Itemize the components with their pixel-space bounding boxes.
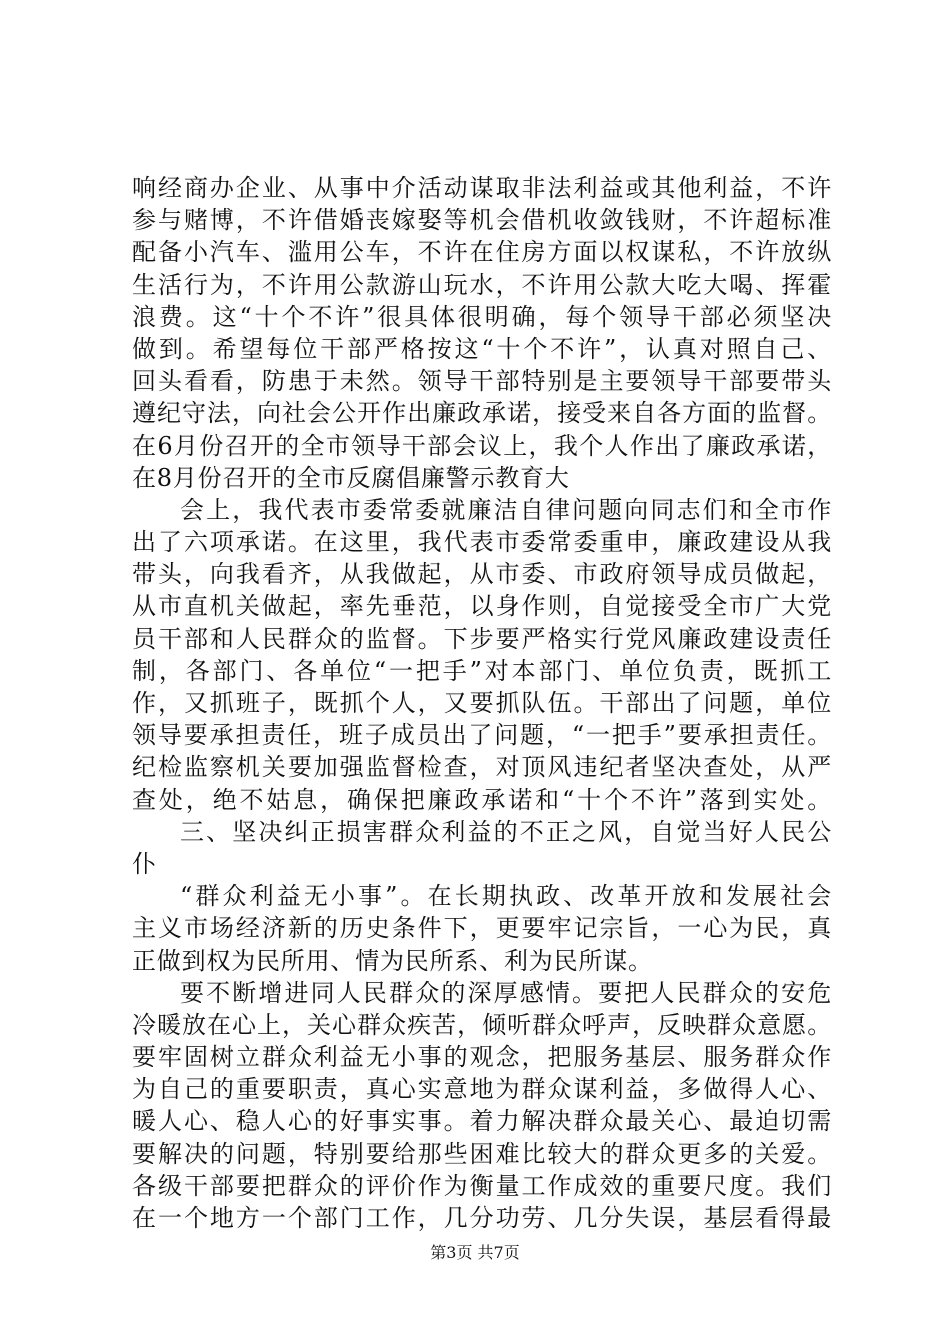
text-line: 出了六项承诺。在这里，我代表市委常委重申，廉政建设从我 (132, 528, 832, 557)
text-line: 要解决的问题，特别要给那些困难比较大的群众更多的关爱。 (132, 1139, 832, 1168)
text-line: 要不断增进同人民群众的深厚感情。要把人民群众的安危 (180, 978, 832, 1007)
text-line: 响经商办企业、从事中介活动谋取非法利益或其他利益，不许 (132, 174, 832, 202)
text-line: 会上，我代表市委常委就廉洁自律问题向同志们和全市作 (180, 495, 832, 524)
text-line: 暖人心、稳人心的好事实事。着力解决群众最关心、最迫切需 (132, 1107, 832, 1136)
text-line: 在一个地方一个部门工作，几分功劳、几分失误，基层看得最 (132, 1204, 832, 1232)
text-line: 领导要承担责任，班子成员出了问题，“一把手”要承担责任。 (132, 721, 832, 750)
text-line: 生活行为，不许用公款游山玩水，不许用公款大吃大喝、挥霍 (132, 270, 832, 299)
text-line: 正做到权为民所用、情为民所系、利为民所谋。 (132, 946, 653, 975)
text-line: 在6月份召开的全市领导干部会议上，我个人作出了廉政承诺， (132, 431, 832, 460)
text-line: 作，又抓班子，既抓个人，又要抓队伍。干部出了问题，单位 (132, 689, 832, 717)
text-line: 冷暖放在心上，关心群众疾苦，倾听群众呼声，反映群众意愿。 (132, 1010, 832, 1039)
text-line: 配备小汽车、滥用公车，不许在住房方面以权谋私，不许放纵 (132, 238, 832, 267)
text-line: 带头，向我看齐，从我做起，从市委、市政府领导成员做起， (132, 560, 832, 589)
page-footer: 第3页 共7页 (430, 1243, 520, 1262)
text-line: 主义市场经济新的历史条件下，更要牢记宗旨，一心为民，真 (132, 914, 832, 943)
text-line: “群众利益无小事”。在长期执政、改革开放和发展社会 (180, 882, 832, 911)
text-line: 仆 (132, 849, 157, 878)
text-line: 三、坚决纠正损害群众利益的不正之风，自觉当好人民公 (180, 817, 832, 846)
text-line: 参与赌博，不许借婚丧嫁娶等机会借机收敛钱财，不许超标准 (132, 206, 832, 235)
text-line: 从市直机关做起，率先垂范，以身作则，自觉接受全市广大党 (132, 592, 832, 621)
text-line: 为自己的重要职责，真心实意地为群众谋利益，多做得人心、 (132, 1075, 832, 1104)
text-line: 要牢固树立群众利益无小事的观念，把服务基层、服务群众作 (132, 1043, 832, 1072)
text-line: 做到。希望每位干部严格按这“十个不许”，认真对照自己、 (132, 334, 832, 363)
text-line: 制，各部门、各单位“一把手”对本部门、单位负责，既抓工 (132, 656, 832, 685)
document-body (132, 172, 832, 1234)
text-line: 员干部和人民群众的监督。下步要严格实行党风廉政建设责任 (132, 624, 832, 653)
text-line: 浪费。这“十个不许”很具体很明确，每个领导干部必须坚决 (132, 302, 832, 331)
text-line: 查处，绝不姑息，确保把廉政承诺和“十个不许”落到实处。 (132, 785, 832, 814)
text-line: 遵纪守法，向社会公开作出廉政承诺，接受来自各方面的监督。 (132, 399, 832, 428)
text-line: 在8月份召开的全市反腐倡廉警示教育大 (132, 463, 570, 492)
text-line: 回头看看，防患于未然。领导干部特别是主要领导干部要带头 (132, 367, 832, 396)
text-line: 纪检监察机关要加强监督检查，对顶风违纪者坚决查处，从严 (132, 753, 832, 782)
text-line: 各级干部要把群众的评价作为衡量工作成效的重要尺度。我们 (132, 1171, 832, 1200)
